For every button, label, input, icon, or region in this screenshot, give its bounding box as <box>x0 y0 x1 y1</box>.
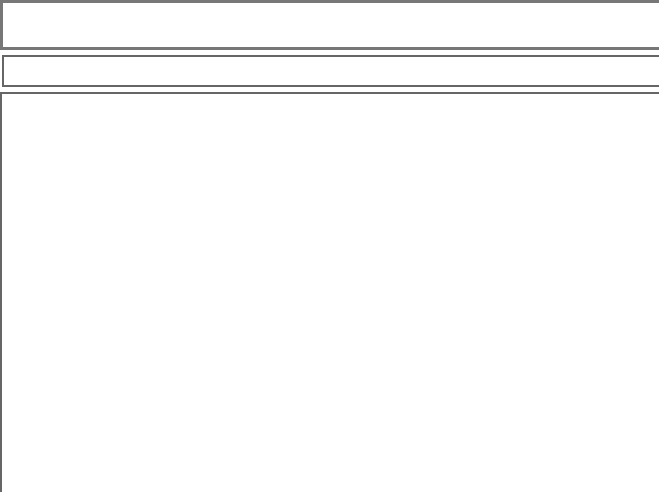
section-title-box <box>2 55 659 87</box>
summary-table-panel <box>0 92 659 492</box>
inquirer-logo <box>273 9 498 47</box>
report-header-bar <box>0 0 659 50</box>
